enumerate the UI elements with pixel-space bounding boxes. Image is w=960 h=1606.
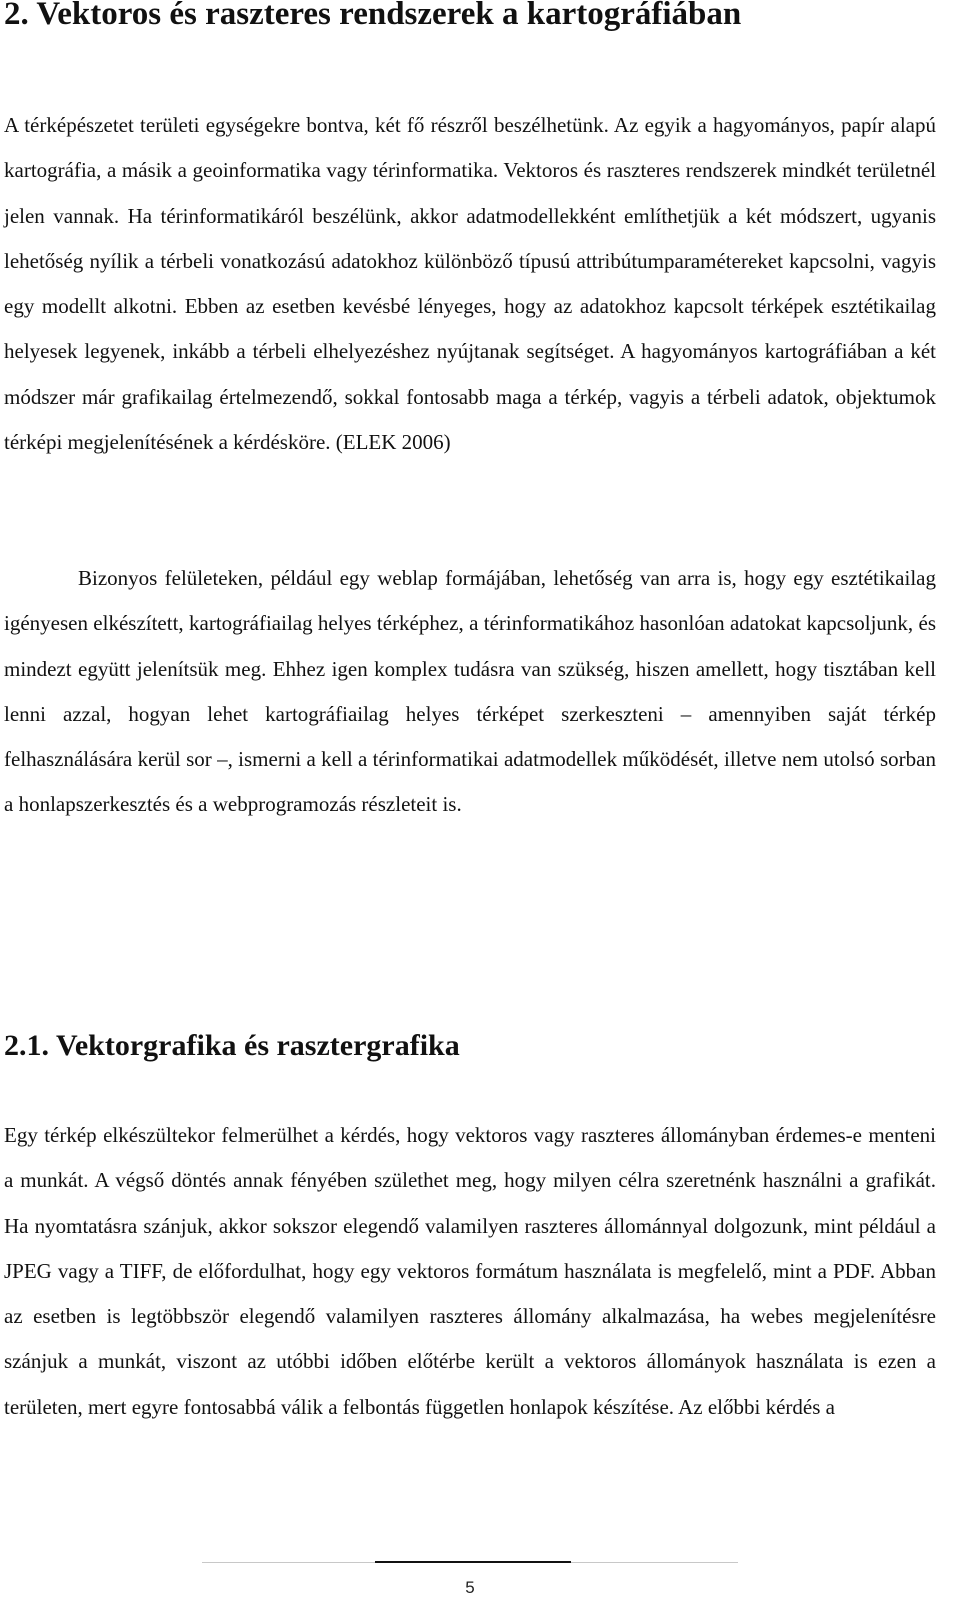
body-paragraph-1: A térképészetet területi egységekre bontva, két fő részről beszélhetünk. Az egyik a hagyományos, papír alapú kartográfia, a másik a geoinformatika vagy térinformatika. Vektoros és raszteres rendszerek mindkét területnél jelen vannak. Ha térinformatikáról beszélünk, akkor adatmodellekként említhetjük a két módszert, ugyanis lehetőség nyílik a térbeli vonatkozású adatokhoz különböző típusú attribútumparamétereket kapcsolni, vagyis egy modellt alkotni. Ebben az esetben kevésbé lényeges, hogy az adatokhoz kapcsolt térképek esztétikailag helyesek legyenek, inkább a térbeli elhelyezéshez nyújtanak segítséget. A hagyományos kartográfiában a két módszer már grafikailag értelmezendő, sokkal fontosabb maga a térkép, vagyis a térbeli adatok, objektumok térképi megjelenítésének a kérdésköre. (ELEK 2006) [4, 113, 936, 455]
body-paragraph-2: Bizonyos felületeken, például egy weblap formájában, lehetőség van arra is, hogy egy esztétikailag igényesen elkészített, kartográfiailag helyes térképhez, a térinformatikához hasonlóan adatokat kapcsoljunk, és mindezt együtt jelenítsük meg. Ehhez igen komplex tudásra van szükség, hiszen amellett, hogy tisztában kell lenni azzal, hogyan lehet kartográfiailag helyes térképet szerkeszteni – amennyiben saját térkép felhasználására kerül sor –, ismerni a kell a térinformatikai adatmodellek működését, illetve nem utolsó sorban a honlapszerkesztés és a webprogramozás részleteit is. [4, 566, 936, 817]
subsection-paragraph: Egy térkép elkészültekor felmerülhet a kérdés, hogy vektoros vagy raszteres állományban érdemes-e menteni a munkát. A végső döntés annak fényében születhet meg, hogy milyen célra szeretnénk használni a grafikát. Ha nyomtatásra szánjuk, akkor sokszor elegendő valamilyen raszteres állománnyal dolgozunk, mint például a JPEG vagy a TIFF, de előfordulhat, hogy egy vektoros formátum használata is megfelelő, mint a PDF. Abban az esetben is legtöbbször elegendő valamilyen raszteres állomány alkalmazása, ha webes megjelenítésre szánjuk a munkát, viszont az utóbbi időben előtérbe került a vektoros állományok használata is ezen a területen, mert egyre fontosabbá válik a felbontás független honlapok készítése. Az előbbi kérdés a [4, 1123, 936, 1419]
page-number: 5 [465, 1578, 475, 1597]
footer-divider-accent [375, 1561, 571, 1563]
subsection-heading: 2.1. Vektorgrafika és rasztergrafika [4, 1029, 460, 1062]
section-heading: 2. Vektoros és raszteres rendszerek a kartográfiában [4, 0, 742, 32]
